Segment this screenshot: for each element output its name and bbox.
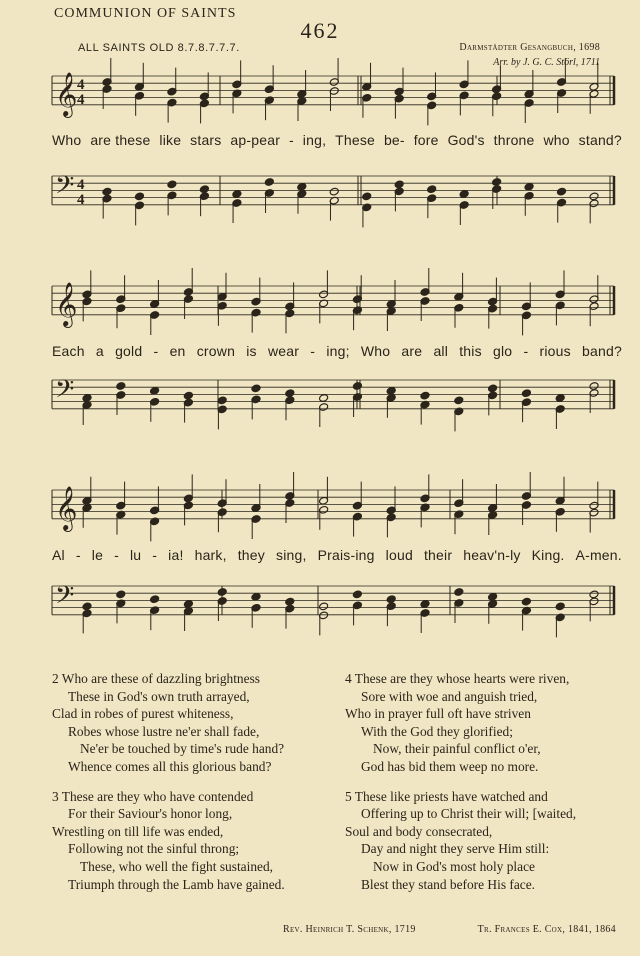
lyric-syllable: King. (531, 547, 565, 563)
stanza-3 (52, 788, 285, 894)
lyric-syllable: ap-pear (230, 132, 281, 148)
lyric-syllable: stand? (578, 132, 622, 148)
quarter-note (488, 592, 498, 601)
lyric-line-1 (52, 132, 622, 148)
stanza-line: Who in prayer full oft have striven (345, 706, 531, 722)
stanza-line: God has bid them weep no more. (361, 758, 539, 774)
quarter-note (459, 190, 469, 199)
quarter-note (199, 185, 209, 194)
translator-credit: Tr. Frances E. Cox, 1841, 1864 (477, 924, 616, 935)
quarter-note (420, 391, 430, 400)
treble-clef: 𝄞 (55, 486, 78, 530)
quarter-note (134, 192, 144, 201)
stanza-line: 2 Who are these of dazzling brightness (52, 671, 260, 686)
stanza-line: Clad in robes of purest whiteness, (52, 706, 234, 722)
lyric-syllable: all (433, 343, 449, 359)
quarter-note (524, 182, 534, 191)
time-signature: 4 (77, 192, 85, 208)
lyric-syllable: this (459, 343, 482, 359)
lyric-syllable: throne (493, 132, 535, 148)
lyric-syllable: rious (539, 343, 571, 359)
stanza-line: With the God they glorified; (361, 723, 513, 739)
time-signature: 4 (77, 177, 85, 193)
stanza-4 (345, 670, 576, 776)
quarter-note (427, 185, 437, 194)
lyric-syllable: wear (267, 343, 300, 359)
lyric-syllable: - (152, 547, 158, 563)
quarter-note (150, 386, 160, 395)
stanza-line: 5 These like priests have watched and (345, 788, 548, 804)
lyric-syllable: who (543, 132, 570, 148)
quarter-note (183, 391, 193, 400)
treble-clef: 𝄞 (55, 282, 78, 326)
quarter-note (420, 600, 430, 609)
lyric-syllable: stars (190, 132, 222, 148)
stanza-line: 4 These are they whose hearts were riven, (345, 671, 570, 686)
stanza-line: Soul and body consecrated, (345, 823, 493, 839)
half-note (329, 187, 339, 196)
quarter-note (102, 187, 112, 196)
lyric-syllable: they (237, 547, 265, 563)
quarter-note (488, 384, 498, 393)
stanza-line: Blest they stand before His face. (361, 876, 536, 892)
stanza-line: These, who well the fight sustained, (80, 858, 274, 874)
lyric-syllable: Prais-ing (317, 547, 375, 563)
lyric-syllable: is (246, 343, 257, 359)
stanza-line: Now, their painful conflict o'er, (373, 741, 541, 757)
stanzas-right (345, 670, 576, 905)
stanza-line: Whence comes all this glorious band? (68, 758, 272, 774)
quarter-note (285, 597, 295, 606)
half-note (589, 192, 599, 201)
author-credit: Rev. Heinrich T. Schenk, 1719 (283, 924, 416, 935)
quarter-note (251, 384, 261, 393)
stanzas-left (52, 670, 285, 905)
lyric-syllable: Who (52, 132, 82, 148)
quarter-note (492, 178, 502, 187)
lyric-syllable: like (159, 132, 182, 148)
stanza-line: Wrestling on till life was ended, (52, 823, 224, 839)
stanza-line: Following not the sinful throng; (68, 841, 240, 857)
quarter-note (352, 382, 362, 391)
treble-clef: 𝄞 (55, 72, 78, 116)
lyric-syllable: en (169, 343, 186, 359)
stanza-line: Sore with woe and anguish tried, (361, 688, 538, 704)
stanza-line: These in God's own truth arrayed, (68, 688, 250, 704)
running-head: COMMUNION OF SAINTS (54, 6, 237, 21)
quarter-note (217, 588, 227, 597)
lyric-syllable: be- (383, 132, 405, 148)
arranger: Arr. by J. G. C. Störl, 1711 (493, 57, 600, 68)
lyric-syllable: Each (52, 343, 85, 359)
quarter-note (217, 396, 227, 405)
quarter-note (557, 187, 567, 196)
lyric-syllable: fore (413, 132, 439, 148)
lyric-syllable: Al (52, 547, 65, 563)
credits (283, 924, 616, 935)
lyric-syllable: - (75, 547, 81, 563)
stanza-line: Robes whose lustre ne'er shall fade, (68, 723, 260, 739)
quarter-note (82, 394, 92, 403)
lyric-syllable: are these (90, 132, 151, 148)
quarter-note (116, 590, 126, 599)
quarter-note (264, 178, 274, 187)
stanza-5 (345, 788, 576, 894)
quarter-note (454, 588, 464, 597)
quarter-note (251, 592, 261, 601)
stanza-2 (52, 670, 285, 776)
lyric-syllable: are (401, 343, 423, 359)
lyric-line-3 (52, 547, 622, 563)
lyric-syllable: These (335, 132, 376, 148)
bass-clef: 𝄢 (55, 375, 75, 410)
lyric-line-2 (52, 343, 622, 359)
lyric-syllable: a (95, 343, 104, 359)
quarter-note (232, 190, 242, 199)
stanza-line: 3 These are they who have contended (52, 788, 254, 804)
lyric-syllable: ia! (168, 547, 184, 563)
half-note (319, 394, 329, 403)
quarter-note (352, 590, 362, 599)
lyric-syllable: heav'n-ly (463, 547, 521, 563)
quarter-note (454, 396, 464, 405)
quarter-note (150, 595, 160, 604)
lyric-syllable: ing, (302, 132, 327, 148)
half-note (589, 590, 599, 599)
lyric-syllable: le (91, 547, 104, 563)
time-signature: 4 (77, 92, 85, 108)
lyric-syllable: ing; (326, 343, 350, 359)
bass-clef: 𝄢 (55, 581, 75, 616)
tune-name: ALL SAINTS OLD 8.7.8.7.7.7. (78, 42, 240, 54)
quarter-note (183, 600, 193, 609)
quarter-note (386, 386, 396, 395)
stanza-line: Offering up to Christ their will; [waited, (361, 806, 577, 822)
music-source: Darmstädter Gesangbuch, 1698 (459, 42, 600, 53)
lyric-syllable: Who (360, 343, 391, 359)
lyric-syllable: band? (582, 343, 622, 359)
lyric-syllable: - (153, 343, 159, 359)
half-note (319, 602, 329, 611)
stanza-line: Day and night they serve Him still: (361, 841, 550, 857)
lyric-syllable: loud (385, 547, 413, 563)
bass-clef: 𝄢 (55, 171, 75, 206)
quarter-note (285, 389, 295, 398)
quarter-note (521, 597, 531, 606)
quarter-note (167, 180, 177, 189)
quarter-note (82, 602, 92, 611)
half-note (589, 382, 599, 391)
stanza-line: For their Saviour's honor long, (68, 806, 233, 822)
stanza-line: Now in God's most holy place (373, 858, 535, 874)
quarter-note (362, 192, 372, 201)
quarter-note (394, 180, 404, 189)
lyric-syllable: A-men. (575, 547, 622, 563)
lyric-syllable: glo (492, 343, 513, 359)
stanza-line: Ne'er be touched by time's rude hand? (80, 741, 285, 757)
lyric-syllable: - (114, 547, 119, 563)
time-signature: 4 (77, 77, 85, 93)
lyric-syllable: - (310, 343, 316, 359)
quarter-note (116, 382, 126, 391)
lyric-syllable: - (523, 343, 529, 359)
lyric-syllable: hark, (194, 547, 227, 563)
quarter-note (521, 389, 531, 398)
stanza-line: Triumph through the Lamb have gained. (68, 876, 285, 892)
quarter-note (555, 394, 565, 403)
lyric-syllable: God's (447, 132, 485, 148)
lyric-syllable: crown (196, 343, 236, 359)
lyric-syllable: their (423, 547, 453, 563)
hymn-number: 462 (300, 18, 340, 43)
lyric-syllable: sing, (276, 547, 307, 563)
lyric-syllable: lu (129, 547, 142, 563)
quarter-note (555, 602, 565, 611)
lyric-syllable: gold (115, 343, 143, 359)
lyric-syllable: - (289, 132, 294, 148)
quarter-note (386, 595, 396, 604)
quarter-note (297, 182, 307, 191)
